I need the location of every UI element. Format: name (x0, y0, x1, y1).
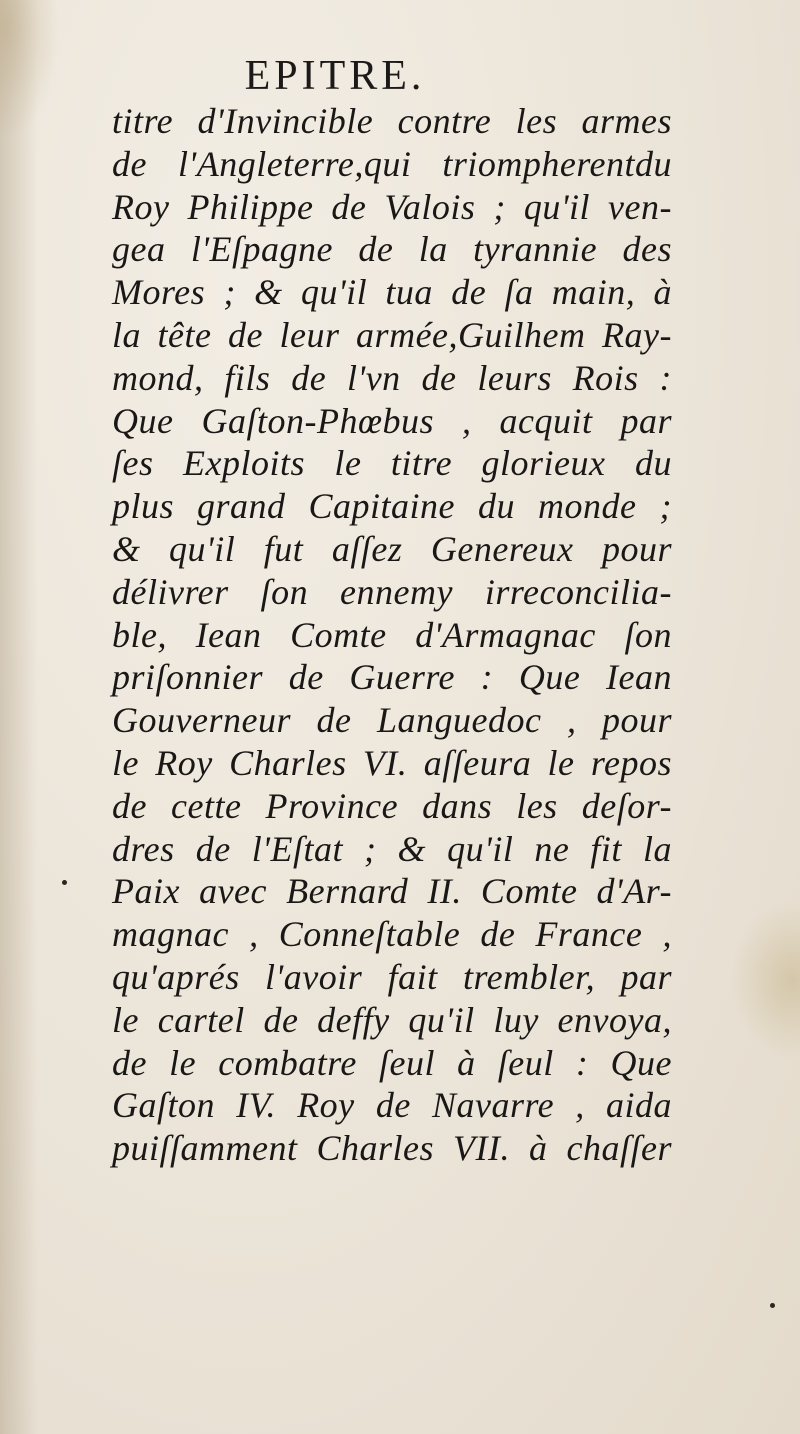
text-line: magnac , Conneſtable de France , (112, 914, 672, 955)
text-line: mond, fils de l'vn de leurs Rois : (112, 357, 672, 398)
text-line: de l'Angleterre,qui triompherentdu (112, 143, 672, 184)
text-line: de le combatre ſeul à ſeul : Que (112, 1042, 672, 1083)
text-line: la tête de leur armée,Guilhem Ray- (112, 314, 672, 355)
running-head: EPITRE. (244, 53, 426, 99)
paper-stain-right (730, 900, 800, 1060)
text-line: Gaſton IV. Roy de Navarre , aida (112, 1085, 672, 1126)
text-line: de cette Province dans les deſor- (112, 785, 672, 826)
text-line: ble, Iean Comte d'Armagnac ſon (112, 614, 672, 655)
text-line: qu'aprés l'avoir fait trembler, par (112, 956, 672, 997)
text-line: délivrer ſon ennemy irreconcilia- (112, 571, 672, 612)
text-line: ſes Exploits le titre glorieux du (112, 443, 672, 484)
text-line: priſonnier de Guerre : Que Iean (112, 657, 672, 698)
text-line: dres de l'Eſtat ; & qu'il ne fit la (112, 828, 672, 869)
text-line: le Roy Charles VI. aſſeura le repos (112, 742, 672, 783)
text-line: titre d'Invincible contre les armes (112, 101, 672, 141)
text-line: Mores ; & qu'il tua de ſa main, à (112, 272, 672, 313)
text-line: Roy Philippe de Valois ; qu'il ven- (112, 186, 672, 227)
text-line: Gouverneur de Languedoc , pour (112, 700, 672, 741)
text-line: & qu'il fut aſſez Genereux pour (112, 528, 672, 569)
text-line: le cartel de deffy qu'il luy envoya, (112, 999, 672, 1040)
ink-speck (770, 1303, 775, 1308)
body-text (112, 100, 672, 1170)
text-line: gea l'Eſpagne de la tyrannie des (112, 229, 672, 270)
text-line: Paix avec Bernard II. Comte d'Ar- (112, 871, 672, 912)
text-line: Que Gaſton-Phœbus , acquit par (112, 400, 672, 441)
text-line: plus grand Capitaine du monde ; (112, 486, 672, 527)
ink-speck (62, 880, 67, 885)
page-gutter-shadow (0, 0, 38, 1434)
text-line: puiſſamment Charles VII. à chaſſer (112, 1128, 672, 1169)
